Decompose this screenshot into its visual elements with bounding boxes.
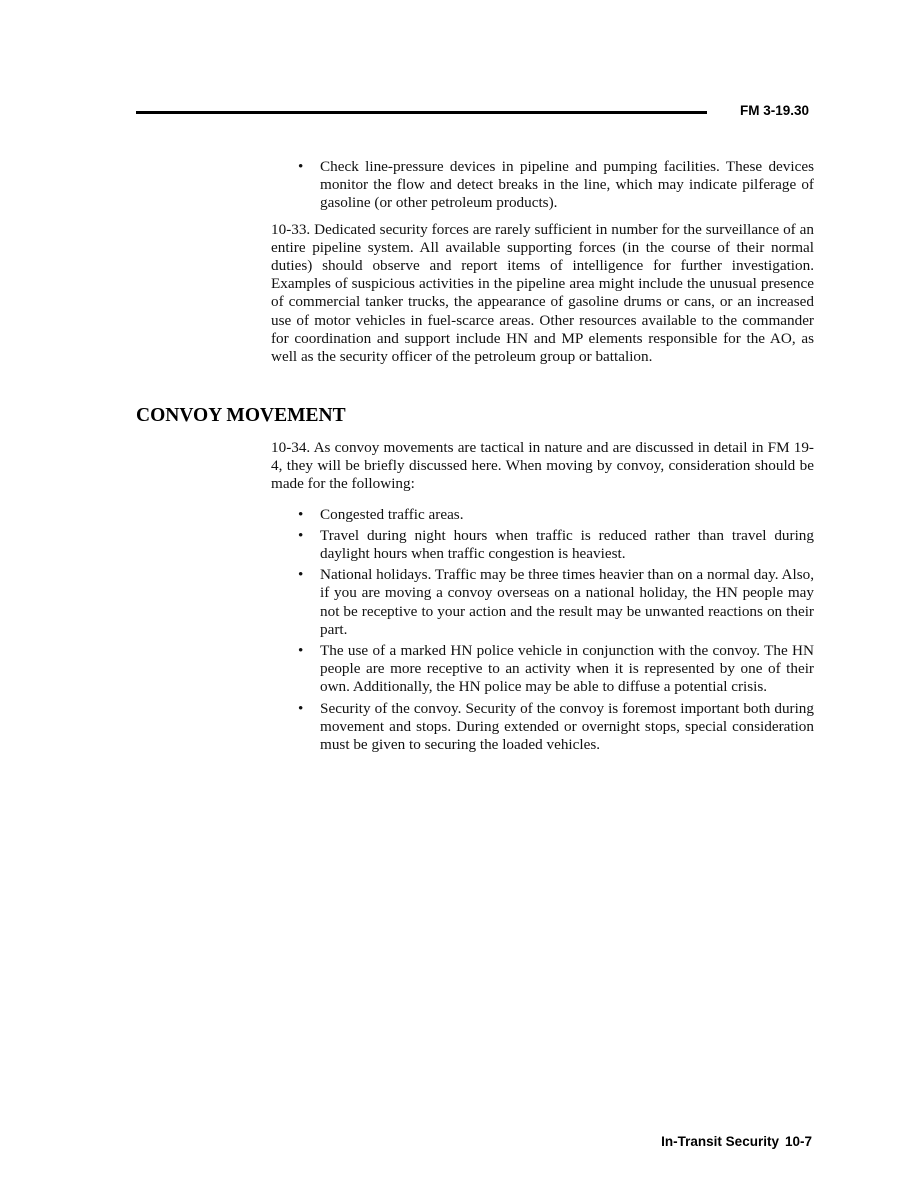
list-item-text: The use of a marked HN police vehicle in conjunction with the convoy. The HN people are more receptive to an activity when it is represented by one of their own. Additionally, the HN police may be able to diffuse a potential crisis. xyxy=(320,642,814,696)
bullet-icon: • xyxy=(298,566,304,584)
list-item xyxy=(271,158,814,213)
list-item-text: Congested traffic areas. xyxy=(320,505,464,523)
paragraph-10-34: 10-34. As convoy movements are tactical in nature and are discussed in detail in FM 19-4, they will be briefly discussed here. When moving by convoy, consideration should be made for the following: xyxy=(271,439,814,493)
list-item-text: Travel during night hours when traffic is reduced rather than travel during daylight hours when traffic congestion is heaviest. xyxy=(320,526,814,563)
page-footer xyxy=(600,1134,812,1149)
convoy-bullet-list xyxy=(271,506,814,755)
header-rule xyxy=(136,111,707,114)
paragraph-10-33: 10-33. Dedicated security forces are rarely sufficient in number for the surveillance of an entire pipeline system. All available supporting forces (in the course of their normal duties) should observe and report items of intelligence for further investigation. Examples of suspicious activities in the pipeline area might include the unusual presence of commercial tanker trucks, the appearance of gasoline drums or cans, or an increased use of motor vehicles in fuel-scarce areas. Other resources available to the commander for coordination and support include HN and MP elements responsible for the AO, as well as the security officer of the petroleum group or battalion. xyxy=(271,220,814,366)
list-item xyxy=(271,566,814,639)
bullet-icon: • xyxy=(298,505,304,523)
section-heading-convoy-movement: CONVOY MOVEMENT xyxy=(136,405,346,426)
pipeline-bullet-list xyxy=(271,158,814,213)
bullet-icon: • xyxy=(298,158,304,175)
list-item-text: National holidays. Traffic may be three times heavier than on a normal day. Also, if you are moving a convoy overseas on a national holiday, the HN people may not be receptive to your action and the result may be unwanted reactions on their part. xyxy=(320,566,814,638)
list-item xyxy=(271,506,814,524)
list-item-text: Check line-pressure devices in pipeline and pumping facilities. These devices monitor the flow and detect breaks in the line, which may indicate pilferage of gasoline (or other petroleum products). xyxy=(320,158,814,212)
bullet-icon: • xyxy=(298,526,304,544)
list-item xyxy=(271,700,814,755)
document-number: FM 3-19.30 xyxy=(740,103,810,118)
list-item-text: Security of the convoy. Security of the convoy is foremost important both during movement and stops. During extended or overnight stops, special consideration must be given to securing the loaded vehicles. xyxy=(320,699,814,754)
list-item xyxy=(271,642,814,697)
footer-page-number: 10-7 xyxy=(784,1134,812,1149)
list-item xyxy=(271,527,814,563)
convoy-section xyxy=(271,439,814,757)
footer-chapter-title: In-Transit Security xyxy=(661,1134,779,1149)
pipeline-section xyxy=(271,158,814,366)
bullet-icon: • xyxy=(298,642,304,660)
bullet-icon: • xyxy=(298,699,304,717)
